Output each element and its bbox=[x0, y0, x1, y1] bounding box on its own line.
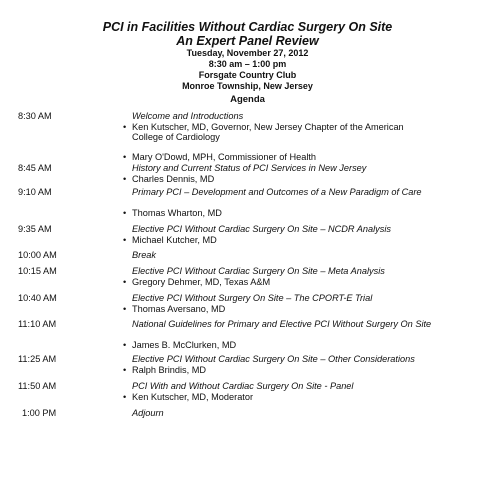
agenda-title: Primary PCI – Development and Outcomes of a New Paradigm of Care bbox=[132, 187, 422, 197]
agenda-heading: Agenda bbox=[230, 94, 265, 105]
bullet-icon: • bbox=[123, 208, 127, 218]
agenda-time: 9:35 AM bbox=[18, 224, 52, 234]
agenda-title: Elective PCI Without Cardiac Surgery On Site – Meta Analysis bbox=[132, 266, 385, 276]
agenda-time: 10:40 AM bbox=[18, 293, 57, 303]
agenda-time: 8:45 AM bbox=[18, 163, 52, 173]
agenda-title: Elective PCI Without Cardiac Surgery On Site – NCDR Analysis bbox=[132, 224, 391, 234]
speaker-row bbox=[123, 303, 452, 315]
speaker-name: Charles Dennis, MD bbox=[132, 173, 215, 184]
speaker-name: Thomas Aversano, MD bbox=[132, 303, 226, 314]
speaker-row bbox=[123, 173, 452, 185]
agenda-title: Welcome and Introductions bbox=[132, 111, 244, 121]
speaker-list bbox=[123, 173, 452, 185]
speaker-row bbox=[123, 151, 452, 163]
agenda-time: 1:00 PM bbox=[22, 408, 57, 418]
speaker-name: Ralph Brindis, MD bbox=[132, 364, 207, 375]
bullet-icon: • bbox=[123, 340, 127, 350]
event-location: Monroe Township, New Jersey bbox=[182, 81, 313, 91]
agenda-time: 9:10 AM bbox=[18, 187, 52, 197]
event-time: 8:30 am – 1:00 pm bbox=[208, 59, 287, 69]
bullet-icon: • bbox=[123, 121, 127, 132]
speaker-list bbox=[123, 303, 452, 315]
agenda-title: Adjourn bbox=[132, 408, 164, 418]
speaker-row bbox=[123, 364, 452, 376]
bullet-icon: • bbox=[123, 276, 127, 287]
speaker-name: Ken Kutscher, MD, Moderator bbox=[132, 391, 254, 402]
speaker-row bbox=[123, 208, 452, 219]
title-line-2: An Expert Panel Review bbox=[176, 34, 319, 48]
event-date: Tuesday, November 27, 2012 bbox=[186, 48, 309, 58]
speaker-list bbox=[123, 276, 452, 288]
bullet-icon: • bbox=[123, 173, 127, 184]
speaker-name: Ken Kutscher, MD, Governor, New Jersey Chapter of the American College of Cardiology bbox=[132, 121, 404, 142]
event-venue: Forsgate Country Club bbox=[198, 70, 297, 80]
speaker-list bbox=[123, 121, 452, 163]
speaker-row bbox=[123, 391, 452, 403]
bullet-icon: • bbox=[123, 234, 127, 245]
agenda-title: National Guidelines for Primary and Elective PCI Without Surgery On Site bbox=[132, 319, 432, 329]
bullet-icon: • bbox=[123, 151, 127, 162]
agenda-time: 11:25 AM bbox=[18, 354, 57, 364]
agenda-title: Break bbox=[132, 250, 157, 260]
speaker-row bbox=[123, 121, 452, 143]
title-line-1: PCI in Facilities Without Cardiac Surgery On Site bbox=[102, 20, 393, 34]
agenda-time: 10:00 AM bbox=[18, 250, 57, 260]
speaker-row bbox=[123, 234, 452, 246]
speaker-list bbox=[123, 208, 452, 219]
bullet-icon: • bbox=[123, 303, 127, 314]
agenda-time: 11:50 AM bbox=[18, 381, 57, 391]
agenda-title: Elective PCI Without Cardiac Surgery On Site – Other Considerations bbox=[132, 354, 415, 364]
speaker-name: Thomas Wharton, MD bbox=[132, 208, 222, 218]
agenda-time: 11:10 AM bbox=[18, 319, 57, 329]
speaker-name: James B. McClurken, MD bbox=[132, 340, 237, 350]
speaker-list bbox=[123, 391, 452, 403]
speaker-row bbox=[123, 340, 452, 351]
agenda-title: History and Current Status of PCI Services in New Jersey bbox=[132, 163, 367, 173]
agenda-title: Elective PCI Without Surgery On Site – The CPORT-E Trial bbox=[132, 293, 373, 303]
speaker-name: Gregory Dehmer, MD, Texas A&M bbox=[132, 276, 271, 287]
speaker-name: Michael Kutcher, MD bbox=[132, 234, 217, 245]
agenda-title: PCI With and Without Cardiac Surgery On Site - Panel bbox=[132, 381, 354, 391]
agenda-time: 10:15 AM bbox=[18, 266, 57, 276]
document-header bbox=[0, 20, 495, 92]
speaker-list bbox=[123, 340, 452, 351]
speaker-row bbox=[123, 276, 452, 288]
speaker-list bbox=[123, 364, 452, 376]
bullet-icon: • bbox=[123, 364, 127, 375]
speaker-list bbox=[123, 234, 452, 246]
agenda-time: 8:30 AM bbox=[18, 111, 52, 121]
bullet-icon: • bbox=[123, 391, 127, 402]
speaker-name: Mary O'Dowd, MPH, Commissioner of Health bbox=[132, 151, 317, 162]
